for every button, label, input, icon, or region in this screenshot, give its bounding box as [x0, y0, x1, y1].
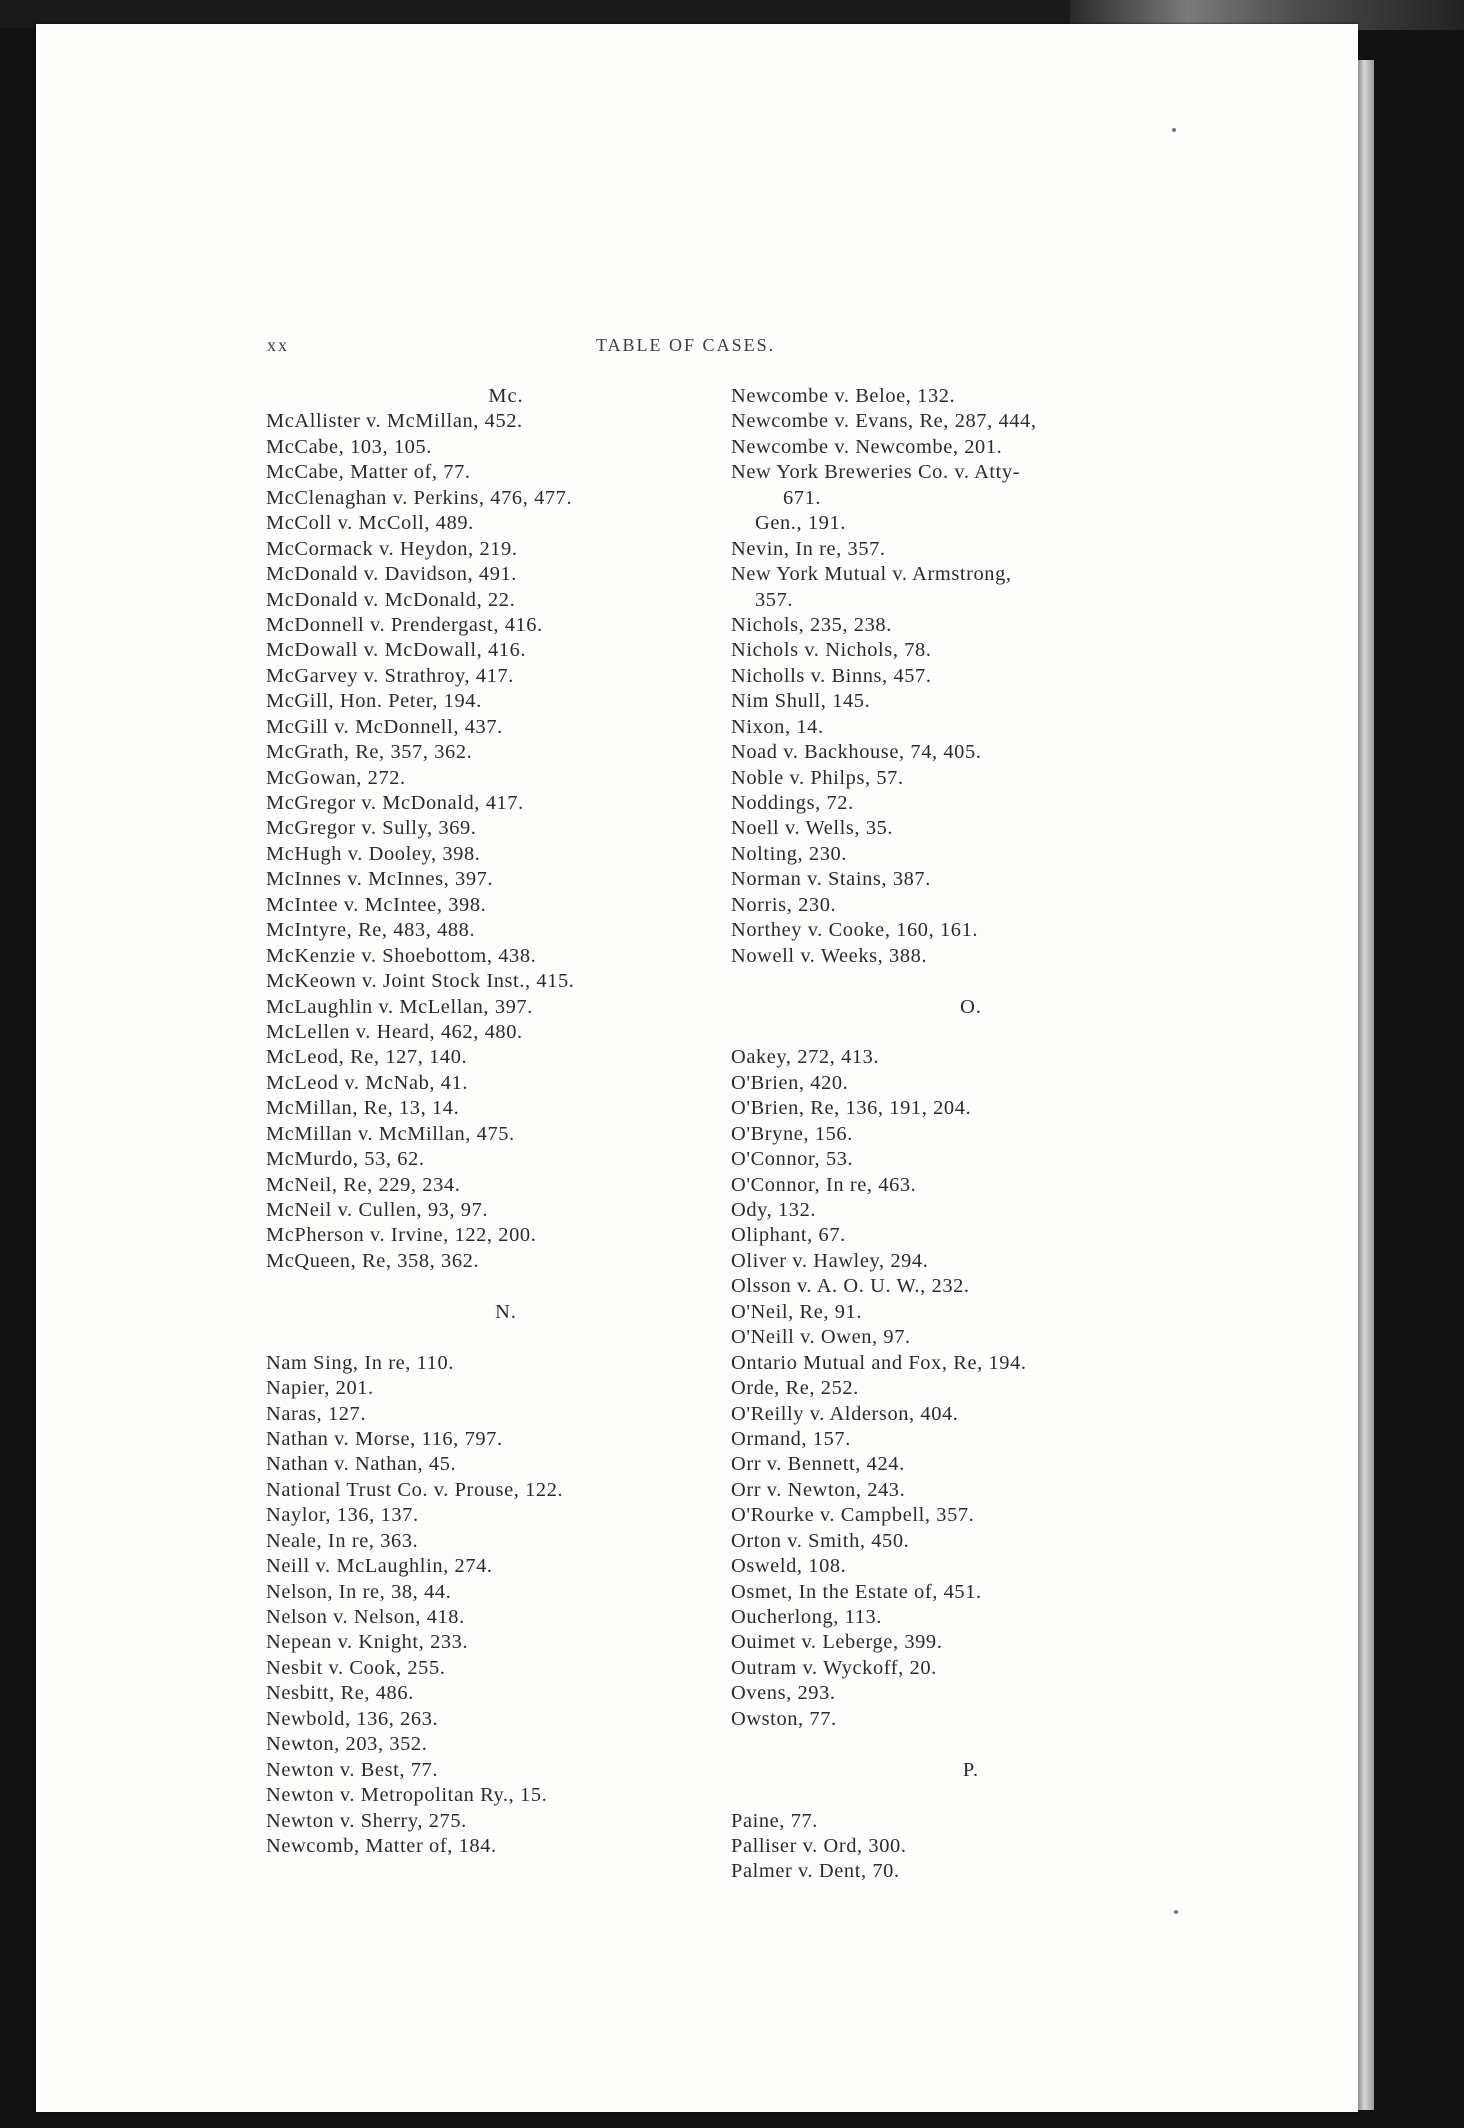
- case-entry: Ontario Mutual and Fox, Re, 194.: [731, 1351, 1027, 1374]
- section-heading: Mc.: [488, 385, 524, 407]
- case-entry: Nathan v. Morse, 116, 797.: [266, 1427, 503, 1450]
- case-entry: Nixon, 14.: [731, 715, 824, 738]
- case-entry: Neill v. McLaughlin, 274.: [266, 1555, 493, 1578]
- running-head: TABLE OF CASES.: [596, 335, 776, 355]
- case-entry: McLeod, Re, 127, 140.: [266, 1046, 468, 1069]
- case-entry: McGrath, Re, 357, 362.: [266, 741, 473, 764]
- page-number: xx: [267, 335, 289, 355]
- spacer: [266, 1325, 746, 1350]
- case-entry: McPherson v. Irvine, 122, 200.: [266, 1224, 537, 1247]
- case-entry: National Trust Co. v. Prouse, 122.: [266, 1478, 564, 1501]
- case-entry: McGill v. McDonnell, 437.: [266, 715, 503, 738]
- case-entry: O'Connor, In re, 463.: [731, 1173, 917, 1196]
- case-entry: Orde, Re, 252.: [731, 1377, 859, 1400]
- section-heading: P.: [962, 1758, 980, 1781]
- case-entry: O'Brien, 420.: [731, 1071, 849, 1094]
- case-entry: Newbold, 136, 263.: [266, 1707, 439, 1730]
- case-entry-continuation: 357.: [755, 588, 794, 611]
- case-entry: McGarvey v. Strathroy, 417.: [266, 664, 514, 687]
- case-entry: O'Neill v. Owen, 97.: [731, 1326, 911, 1349]
- speck-mark: [1174, 1910, 1178, 1914]
- case-entry: McColl v. McColl, 489.: [266, 512, 474, 535]
- case-entry: Naras, 127.: [266, 1402, 367, 1425]
- case-entry: Outram v. Wyckoff, 20.: [731, 1656, 937, 1679]
- case-entry: Noble v. Philps, 57.: [731, 766, 904, 789]
- case-entry: McCabe, Matter of, 77.: [266, 461, 471, 484]
- case-entry: Neale, In re, 363.: [266, 1529, 419, 1552]
- case-entry: McQueen, Re, 358, 362.: [266, 1249, 480, 1272]
- case-entry: Palliser v. Ord, 300.: [731, 1834, 907, 1857]
- case-entry: McGregor v. Sully, 369.: [266, 817, 477, 840]
- case-entry: McInnes v. McInnes, 397.: [266, 868, 494, 891]
- case-entry: New York Breweries Co. v. Atty-: [731, 461, 1021, 484]
- case-entry: McHugh v. Dooley, 398.: [266, 842, 481, 865]
- case-entry: Nichols, 235, 238.: [731, 613, 892, 636]
- case-entry: Newton, 203, 352.: [266, 1733, 428, 1756]
- case-entry: Nicholls v. Binns, 457.: [731, 664, 932, 687]
- case-entry: Orr v. Newton, 243.: [731, 1478, 906, 1501]
- case-entry: McLaughlin v. McLellan, 397.: [266, 995, 533, 1018]
- case-entry: McMurdo, 53, 62.: [266, 1148, 425, 1171]
- case-entry: Norris, 230.: [731, 893, 837, 916]
- case-entry: Nathan v. Nathan, 45.: [266, 1453, 457, 1476]
- case-entry: Orton v. Smith, 450.: [731, 1529, 910, 1552]
- case-entry-continuation: Gen., 191.: [755, 512, 846, 535]
- case-entry: McGill, Hon. Peter, 194.: [266, 690, 482, 713]
- case-entry: Osmet, In the Estate of, 451.: [731, 1580, 982, 1603]
- case-entry: O'Reilly v. Alderson, 404.: [731, 1402, 959, 1425]
- case-entry: Oucherlong, 113.: [731, 1606, 882, 1628]
- right-column: [731, 384, 1211, 1885]
- case-entry: McDonald v. McDonald, 22.: [266, 588, 516, 611]
- case-entry-continuation: 671.: [783, 486, 822, 509]
- case-entry: Orr v. Bennett, 424.: [731, 1453, 905, 1476]
- case-entry: McIntyre, Re, 483, 488.: [266, 919, 476, 942]
- case-entry: McIntee v. McIntee, 398.: [266, 893, 487, 916]
- speck-mark: [1172, 128, 1176, 132]
- case-entry: Ody, 132.: [731, 1199, 817, 1221]
- case-entry: New York Mutual v. Armstrong,: [731, 563, 1012, 586]
- case-entry: O'Connor, 53.: [731, 1148, 854, 1171]
- case-entry: Paine, 77.: [731, 1809, 818, 1832]
- case-entry: Newton v. Best, 77.: [266, 1758, 439, 1781]
- case-entry: Noad v. Backhouse, 74, 405.: [731, 741, 982, 764]
- case-entry: Palmer v. Dent, 70.: [731, 1860, 900, 1883]
- case-entry: McNeil, Re, 229, 234.: [266, 1173, 461, 1196]
- case-entry: Norman v. Stains, 387.: [731, 868, 931, 891]
- case-entry: O'Rourke v. Campbell, 357.: [731, 1504, 975, 1527]
- case-entry: Newcombe v. Newcombe, 201.: [731, 435, 1003, 458]
- case-entry: McCormack v. Heydon, 219.: [266, 537, 518, 560]
- case-entry: Nevin, In re, 357.: [731, 537, 886, 560]
- case-entry: Newcomb, Matter of, 184.: [266, 1834, 497, 1857]
- case-entry: McLellen v. Heard, 462, 480.: [266, 1020, 523, 1043]
- case-entry: O'Neil, Re, 91.: [731, 1300, 863, 1323]
- case-entry: Nepean v. Knight, 233.: [266, 1631, 469, 1654]
- case-entry: McLeod v. McNab, 41.: [266, 1071, 469, 1094]
- case-entry: Nim Shull, 145.: [731, 690, 871, 713]
- case-entry: McDowall v. McDowall, 416.: [266, 639, 527, 662]
- case-entry: Ouimet v. Leberge, 399.: [731, 1631, 943, 1654]
- case-entry: Naylor, 136, 137.: [266, 1504, 419, 1527]
- case-entry: Newton v. Sherry, 275.: [266, 1809, 467, 1832]
- spacer: [731, 1020, 1211, 1045]
- case-entry: Northey v. Cooke, 160, 161.: [731, 919, 979, 942]
- case-entry: McGowan, 272.: [266, 766, 406, 789]
- left-column: [266, 384, 746, 1859]
- section-heading: O.: [960, 995, 982, 1018]
- case-entry: Nowell v. Weeks, 388.: [731, 944, 928, 967]
- case-entry: Ormand, 157.: [731, 1427, 851, 1450]
- spacer: [731, 969, 1211, 994]
- case-entry: McDonnell v. Prendergast, 416.: [266, 613, 543, 636]
- case-entry: Nelson, In re, 38, 44.: [266, 1580, 452, 1603]
- case-entry: Owston, 77.: [731, 1707, 837, 1730]
- case-entry: McNeil v. Cullen, 93, 97.: [266, 1199, 489, 1221]
- spacer: [731, 1732, 1211, 1757]
- case-entry: McDonald v. Davidson, 491.: [266, 563, 518, 586]
- case-entry: McKenzie v. Shoebottom, 438.: [266, 944, 537, 967]
- section-heading: N.: [495, 1300, 517, 1323]
- case-entry: Osweld, 108.: [731, 1555, 847, 1578]
- case-entry: Noddings, 72.: [731, 792, 854, 814]
- case-entry: McCabe, 103, 105.: [266, 435, 432, 458]
- case-entry: McMillan v. McMillan, 475.: [266, 1122, 515, 1145]
- case-entry: McMillan, Re, 13, 14.: [266, 1097, 460, 1120]
- case-entry: McGregor v. McDonald, 417.: [266, 792, 524, 814]
- case-entry: O'Bryne, 156.: [731, 1122, 853, 1145]
- case-entry: McKeown v. Joint Stock Inst., 415.: [266, 970, 575, 993]
- case-entry: Nesbit v. Cook, 255.: [266, 1656, 446, 1679]
- case-entry: Nolting, 230.: [731, 842, 847, 865]
- case-entry: Napier, 201.: [266, 1377, 374, 1400]
- case-entry: Nelson v. Nelson, 418.: [266, 1606, 465, 1628]
- case-entry: McClenaghan v. Perkins, 476, 477.: [266, 486, 573, 509]
- case-entry: Nam Sing, In re, 110.: [266, 1351, 454, 1374]
- case-entry: Nichols v. Nichols, 78.: [731, 639, 932, 662]
- case-entry: Oliphant, 67.: [731, 1224, 846, 1247]
- case-entry: O'Brien, Re, 136, 191, 204.: [731, 1097, 972, 1120]
- case-entry: Nesbitt, Re, 486.: [266, 1682, 414, 1705]
- page-header: [36, 335, 1358, 359]
- page-fore-edge: [1358, 60, 1374, 2110]
- spacer: [266, 1274, 746, 1299]
- case-entry: Oliver v. Hawley, 294.: [731, 1249, 929, 1272]
- case-entry: Newcombe v. Beloe, 132.: [731, 385, 956, 407]
- book-page: [36, 24, 1358, 2112]
- case-entry: Oakey, 272, 413.: [731, 1046, 880, 1069]
- case-entry: Newton v. Metropolitan Ry., 15.: [266, 1784, 548, 1807]
- spacer: [731, 1783, 1211, 1808]
- case-entry: Ovens, 293.: [731, 1682, 836, 1705]
- case-entry: Olsson v. A. O. U. W., 232.: [731, 1275, 970, 1298]
- case-entry: McAllister v. McMillan, 452.: [266, 410, 523, 433]
- case-entry: Noell v. Wells, 35.: [731, 817, 894, 840]
- case-entry: Newcombe v. Evans, Re, 287, 444,: [731, 410, 1037, 433]
